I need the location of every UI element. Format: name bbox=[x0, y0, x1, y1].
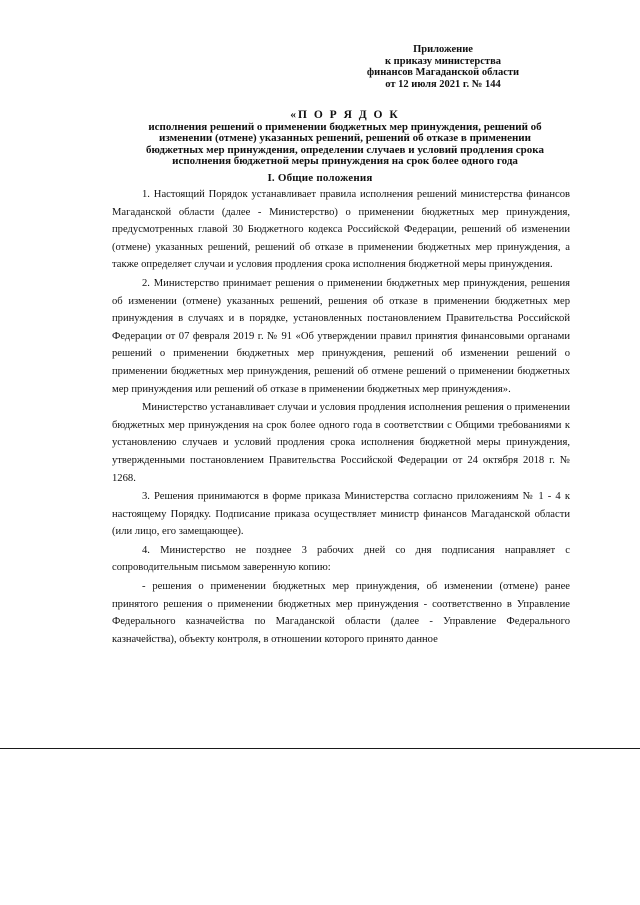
paragraph-2-continued: Министерство устанавливает случаи и условия продления исполнения решения о применении бюджетных мер принуждения на срок более одного года в соответствии с Общими требованиями к установлению случаев и условий продления срока исполнения бюджетной меры принуждения, утвержденными постановлением Правительства Российской Федерации от 24 октября 2018 г. № 1268. bbox=[112, 402, 570, 484]
paragraph-4-item: - решения о применении бюджетных мер принуждения, об изменении (отмене) ранее принятого решения о применении бюджетных мер принуждения - соответственно в Управление Федерального казначейства по Магаданской области (далее - Управление Федерального казначейства), объекту контроля, в отношении которого принято данное bbox=[112, 581, 570, 645]
appendix-line-1: Приложение bbox=[413, 44, 473, 55]
document-subtitle-line: исполнения решений о применении бюджетных мер принуждения, решений об bbox=[148, 120, 542, 133]
section-title: I. Общие положения bbox=[267, 172, 373, 184]
appendix-line-4: от 12 июля 2021 г. № 144 bbox=[385, 78, 501, 90]
paragraph-2: 2. Министерство принимает решения о применении бюджетных мер принуждения, решения об изменении (отмене) указанных решений, решения об отказе в применении бюджетных мер принуждения в случаях и в порядке, установленных постановлением Правительства Российской Федерации от 07 февраля 2019 г. № 91 «Об утверждении правил принятия финансовыми органами решений о применении бюджетных мер принуждения, решений об изменении решений о применении бюджетных мер принуждения, решений об отмене решений о применении бюджетных мер принуждения или решений об отказе в применении бюджетных мер принуждения». bbox=[112, 277, 570, 395]
document-subtitle-line: исполнения бюджетной меры принуждения на срок более одного года bbox=[172, 155, 518, 167]
document-subtitle-line: бюджетных мер принуждения, определении случаев и условий продления срока bbox=[146, 143, 544, 156]
page-bottom-edge bbox=[0, 748, 640, 749]
document-heading: «П О Р Я Д О К bbox=[290, 109, 400, 121]
appendix-block bbox=[318, 44, 568, 90]
document-title-block bbox=[110, 110, 580, 168]
paragraph-1: 1. Настоящий Порядок устанавливает правила исполнения решений министерства финансов Магаданской области (далее - Министерство) о применении бюджетных мер принуждения, предусмотренных главой 30 Бюджетного кодекса Российской Федерации, решений об изменении (отмене) указанных решений, решений об отказе в применении бюджетных мер принуждения, а также определяет случаи и условия продления срока исполнения бюджетной меры принуждения. bbox=[112, 189, 570, 271]
paragraph-4: 4. Министерство не позднее 3 рабочих дней со дня подписания направляет с сопроводительным письмом заверенную копию: bbox=[112, 544, 570, 574]
document-body bbox=[112, 186, 570, 648]
appendix-line-3: финансов Магаданской области bbox=[366, 67, 520, 78]
document-subtitle-line: изменении (отмене) указанных решений, решений об отказе в применении bbox=[159, 132, 531, 144]
paragraph-3: 3. Решения принимаются в форме приказа Министерства согласно приложениям № 1 - 4 к настоящему Порядку. Подписание приказа осуществляет министр финансов Магаданской области (или лицо, его замещающее). bbox=[112, 491, 570, 538]
appendix-line-2: к приказу министерства bbox=[385, 55, 501, 67]
